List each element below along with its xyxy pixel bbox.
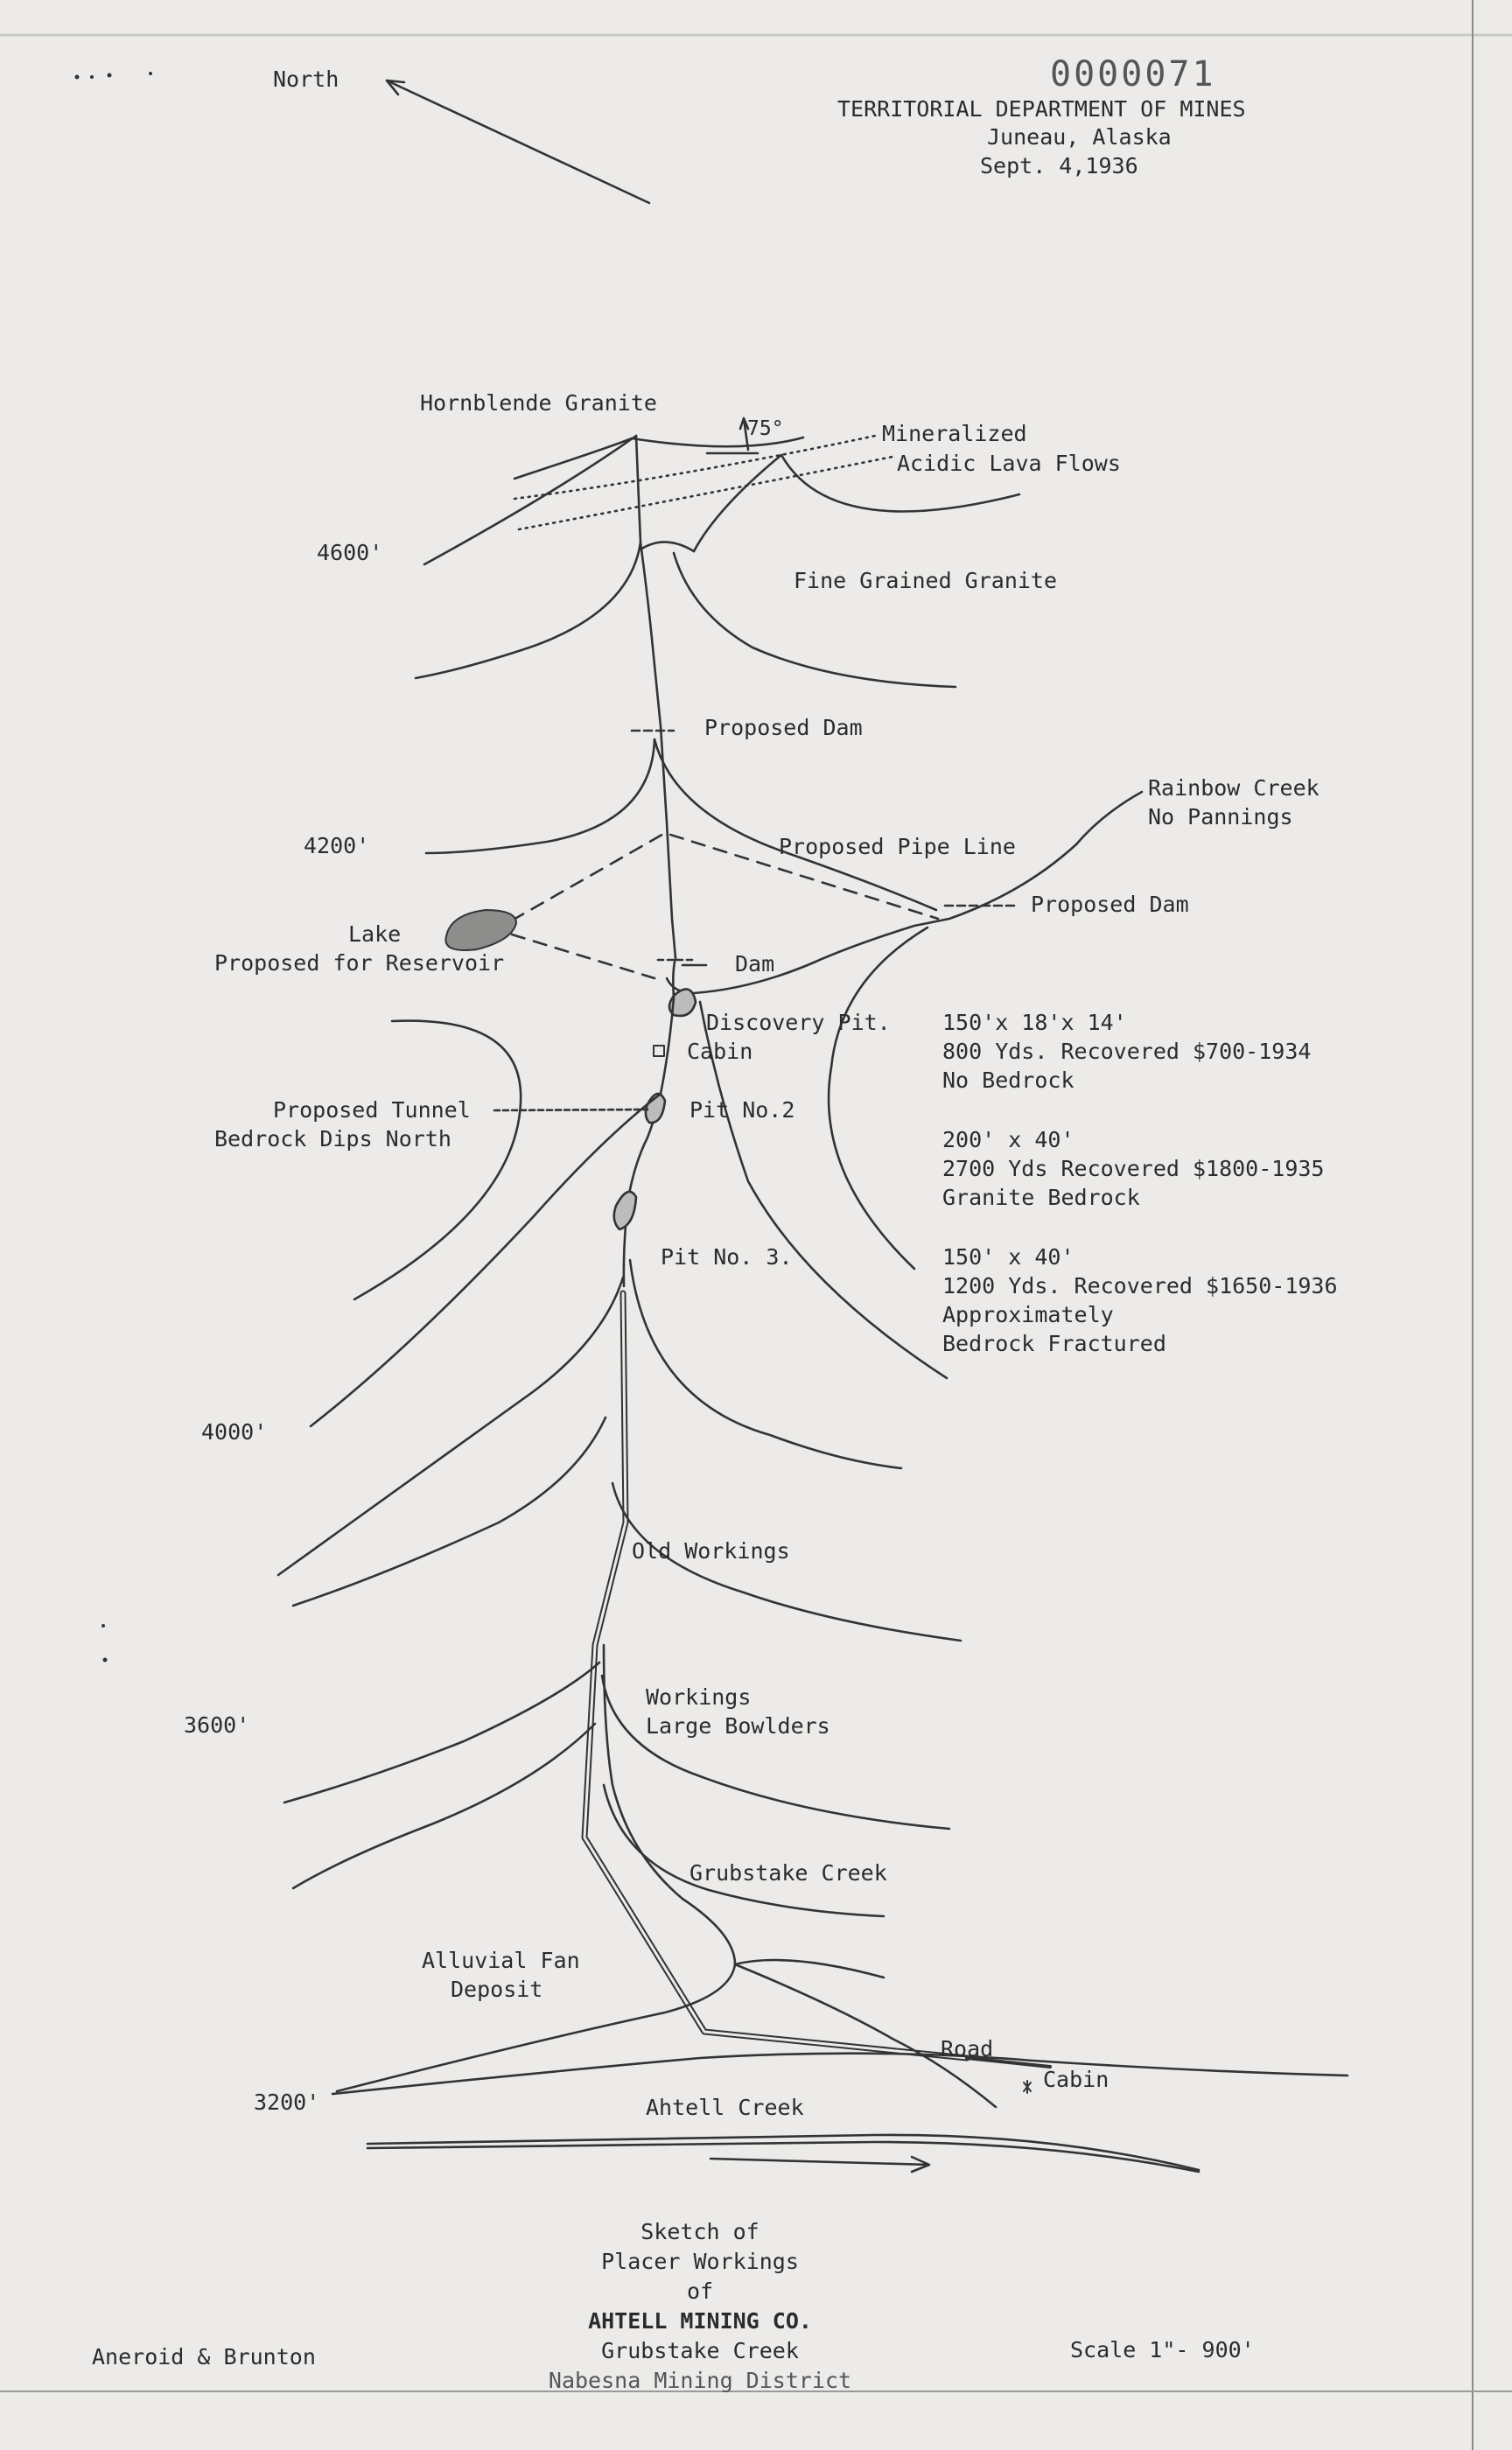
bedrock-dips-label: Bedrock Dips North bbox=[214, 1126, 452, 1152]
pit2-note-3: Granite Bedrock bbox=[942, 1185, 1140, 1210]
dam-label: Dam bbox=[735, 951, 775, 976]
lake bbox=[445, 910, 516, 950]
discovery-pit-note-3: No Bedrock bbox=[942, 1068, 1074, 1093]
contour-label-4200: 4200' bbox=[304, 833, 370, 858]
pit2-note-2: 2700 Yds Recovered $1800-1935 bbox=[942, 1156, 1325, 1181]
proposed-tunnel-label: Proposed Tunnel bbox=[273, 1097, 471, 1123]
north-arrow bbox=[387, 80, 649, 203]
proposed-dam-label-upper: Proposed Dam bbox=[704, 715, 863, 740]
old-workings-label: Old Workings bbox=[632, 1538, 790, 1564]
contour-label-4600: 4600' bbox=[317, 540, 383, 565]
no-pannings-label: No Pannings bbox=[1148, 804, 1293, 830]
north-label: North bbox=[273, 66, 340, 92]
workings-label: Workings bbox=[646, 1684, 752, 1710]
instruments-label: Aneroid & Brunton bbox=[92, 2344, 316, 2370]
pit2-label: Pit No.2 bbox=[690, 1097, 795, 1123]
ahtell-creek-label: Ahtell Creek bbox=[646, 2095, 804, 2120]
title-line-3: of bbox=[686, 2278, 714, 2304]
grubstake-creek-label: Grubstake Creek bbox=[690, 1860, 887, 1886]
title-line-5: Grubstake Creek bbox=[601, 2338, 799, 2363]
contour-label-3600: 3600' bbox=[184, 1712, 250, 1738]
flow-arrow bbox=[710, 2157, 929, 2172]
lake-label: Lake bbox=[348, 921, 402, 947]
pipe-to-dam bbox=[512, 934, 654, 978]
pipe-line-label: Proposed Pipe Line bbox=[779, 834, 1016, 859]
deposit-label: Deposit bbox=[451, 1977, 543, 2002]
cabin-star bbox=[1024, 2081, 1031, 2093]
pit3-label: Pit No. 3. bbox=[661, 1244, 793, 1270]
pit3-note-2: 1200 Yds. Recovered $1650-1936 bbox=[942, 1273, 1338, 1298]
pit2-note-1: 200' x 40' bbox=[942, 1127, 1074, 1152]
agency-name: TERRITORIAL DEPARTMENT OF MINES bbox=[837, 96, 1246, 122]
proposed-dam-label-rainbow: Proposed Dam bbox=[1031, 892, 1189, 917]
contour-4000-left bbox=[278, 1278, 623, 1575]
contour-4200-right bbox=[654, 739, 936, 910]
title-line-1: Sketch of bbox=[640, 2219, 760, 2244]
fine-grained-granite-label: Fine Grained Granite bbox=[794, 568, 1058, 593]
title-line-2: Placer Workings bbox=[601, 2249, 799, 2274]
mineralized-zone-line-2 bbox=[519, 457, 892, 529]
cabin-square bbox=[654, 1046, 664, 1056]
fork-junction bbox=[640, 542, 694, 551]
old-workings-arc-left bbox=[293, 1418, 606, 1606]
agency-city: Juneau, Alaska bbox=[987, 124, 1172, 150]
creek-upper bbox=[636, 436, 676, 958]
road-double-line bbox=[584, 1293, 967, 2058]
acidic-lava-label: Acidic Lava Flows bbox=[897, 451, 1121, 476]
mineralized-label: Mineralized bbox=[882, 421, 1027, 446]
scan-marks bbox=[75, 72, 153, 1662]
pit3-note-3: Approximately bbox=[942, 1302, 1114, 1327]
contour-3600-left bbox=[284, 1662, 599, 1802]
contour-4600-left bbox=[416, 542, 640, 678]
pit3-note-1: 150' x 40' bbox=[942, 1244, 1074, 1270]
scale-label: Scale 1"- 900' bbox=[1070, 2337, 1255, 2362]
discovery-pit-label: Discovery Pit. bbox=[706, 1010, 891, 1035]
hornblende-granite-label: Hornblende Granite bbox=[420, 390, 657, 416]
creek-upper-branch bbox=[694, 455, 781, 551]
reservoir-label: Proposed for Reservoir bbox=[214, 950, 505, 976]
rainbow-creek-bank bbox=[829, 928, 928, 1269]
contour-label-4000: 4000' bbox=[201, 1419, 268, 1445]
contour-4200-left bbox=[426, 739, 654, 853]
pit3-note-4: Bedrock Fractured bbox=[942, 1331, 1166, 1356]
cabin-label: Cabin bbox=[687, 1039, 753, 1064]
grubstake-arc-right bbox=[604, 1785, 884, 1916]
title-line-4: AHTELL MINING CO. bbox=[588, 2308, 812, 2334]
report-date: Sept. 4,1936 bbox=[980, 153, 1138, 178]
contour-4000-right bbox=[630, 1260, 901, 1468]
title-block bbox=[472, 2217, 928, 2396]
road-label: Road bbox=[941, 2036, 994, 2062]
discovery-pit-note-2: 800 Yds. Recovered $700-1934 bbox=[942, 1039, 1312, 1064]
large-bowlders-label: Large Bowlders bbox=[646, 1713, 830, 1739]
ridge-line-left-top bbox=[424, 436, 636, 564]
contour-label-3200: 3200' bbox=[254, 2090, 320, 2115]
pit3-blob bbox=[614, 1192, 636, 1229]
rainbow-creek-label: Rainbow Creek bbox=[1148, 775, 1320, 801]
road-double-line-inner bbox=[584, 1293, 967, 2058]
doc-number: 0000071 bbox=[1050, 54, 1216, 94]
title-line-6: Nabesna Mining District bbox=[548, 2368, 852, 2393]
cabin-lower-label: Cabin bbox=[1043, 2067, 1110, 2092]
dip-label: 75° bbox=[747, 417, 784, 440]
alluvial-fan-label: Alluvial Fan bbox=[422, 1948, 580, 1973]
discovery-pit-note-1: 150'x 18'x 14' bbox=[942, 1010, 1127, 1035]
contour-3200 bbox=[332, 2054, 1348, 2094]
